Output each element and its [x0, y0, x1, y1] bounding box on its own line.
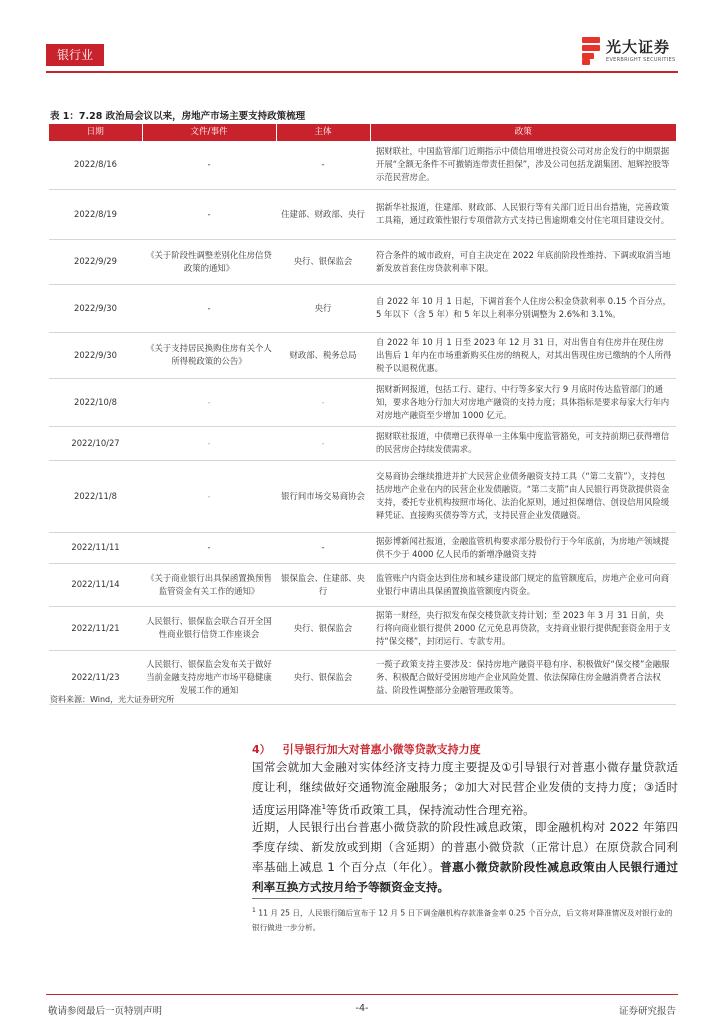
date-cell: 2022/11/23: [49, 650, 142, 704]
table-header-row: [49, 124, 676, 141]
doc-cell: -: [142, 532, 276, 563]
company-logo: [582, 36, 675, 66]
footer-divider: [46, 994, 678, 995]
date-cell: 2022/9/30: [49, 284, 142, 332]
table-row: [49, 606, 676, 650]
policy-cell: 据彭博新闻社报道，金融监管机构要求部分股份行于今年底前，为房地产领域提供不少于 4000 亿人民币的新增净融资支持: [370, 532, 676, 563]
policy-cell: 据第一财经，央行拟发布保交楼贷款支持计划；至 2023 年 3 月 31 日前，央行将向商业银行提供 2000 亿元免息再贷款，支持商业银行提供配套资金用于支持“保交楼”，封闭运行、专款专用。: [370, 606, 676, 650]
policy-cell: 监管账户内资金达到住房和城乡建设部门规定的监管额度后，房地产企业可向商业银行申请出具保函置换监管额度内资金。: [370, 563, 676, 606]
policy-table: [49, 124, 676, 705]
table-row: [49, 426, 676, 460]
body-paragraph: 国常会就加大金融对实体经济支持力度主要提及①引导银行对普惠小微存量贷款适度让利，继续做好交通物流金融服务；②加大对民营企业发债的支持力度；③适时适度运用降准$^1$等货币政策工具，保持流动性合理充裕。: [252, 760, 678, 817]
industry-tag: 银行业: [46, 44, 104, 66]
table-row: [49, 141, 676, 189]
table-row: [49, 189, 676, 239]
policy-cell: 一揽子政策支持主要涉及：保持房地产融资平稳有序、积极做好“保交楼”金融服务、积极配合做好受困房地产企业风险处置、依法保障住房金融消费者合法权益、阶段性调整部分金融管理政策等。: [370, 650, 676, 704]
subject-cell: 央行、银保监会: [276, 606, 370, 650]
header-divider: [46, 71, 678, 73]
policy-cell: 符合条件的城市政府，可自主决定在 2022 年底前阶段性维持、下调或取消当地新发放首套住房贷款利率下限。: [370, 239, 676, 284]
table-row: [49, 284, 676, 332]
date-cell: 2022/11/14: [49, 563, 142, 606]
footnote: $^1$ 11 月 25 日，人民银行随后宣布于 12 月 5 日下调金融机构存款准备金率 0.25 个百分点，后文将对降准情况及对银行业的银行做进一步分析。: [252, 907, 673, 932]
doc-cell: -: [142, 460, 276, 532]
subject-cell: 央行、银保监会: [276, 239, 370, 284]
footnote-ref[interactable]: 1: [321, 803, 327, 811]
section-number: 4）: [252, 743, 271, 756]
emphasis-text: 普惠小微贷款阶段性减息政策由人民银行通过利率互换方式按月给予等额资金支持。: [252, 860, 678, 894]
doc-cell: 人民银行、银保监会发布关于做好当前金融支持房地产市场平稳健康发展工作的通知: [142, 650, 276, 704]
doc-cell: -: [142, 426, 276, 460]
policy-cell: 自 2022 年 10 月 1 日至 2023 年 12 月 31 日，对出售自有住房并在现住房出售后 1 年内在市场重新购买住房的纳税人，对其出售现住房已缴纳的个人所得税予以退税优惠。: [370, 332, 676, 378]
date-cell: 2022/11/11: [49, 532, 142, 563]
doc-cell: -: [142, 189, 276, 239]
subject-cell: -: [276, 141, 370, 189]
date-cell: 2022/10/8: [49, 378, 142, 426]
date-cell: 2022/9/29: [49, 239, 142, 284]
column-header: 政策: [370, 124, 676, 141]
table-row: [49, 532, 676, 563]
table-row: [49, 239, 676, 284]
doc-cell: 《关于阶段性调整差别化住房信贷政策的通知》: [142, 239, 276, 284]
subject-cell: 银行间市场交易商协会: [276, 460, 370, 532]
doc-cell: -: [142, 284, 276, 332]
subject-cell: 银保监会、住建部、央行: [276, 563, 370, 606]
body-paragraph: 近期，人民银行出台普惠小微贷款的阶段性减息政策，即金融机构对 2022 年第四季度存续、新发放或到期（含延期）的普惠小微贷款（正常计息）在原贷款合同利率基础上减息 1 个百分点（年化）。普惠小微贷款阶段性减息政策由人民银行通过利率互换方式按月给予等额资金支持。: [252, 820, 678, 894]
doc-cell: -: [142, 141, 276, 189]
date-cell: 2022/8/19: [49, 189, 142, 239]
policy-cell: 据财新网报道，包括工行、建行、中行等多家大行 9 月底时传达监管部门的通知，要求各地分行加大对房地产融资的支持力度；具体指标是要求每家大行年内对房地产融资至少增加 1000 亿元。: [370, 378, 676, 426]
doc-cell: 《关于支持居民换购住房有关个人所得税政策的公告》: [142, 332, 276, 378]
policy-cell: 自 2022 年 10 月 1 日起，下调首套个人住房公积金贷款利率 0.15 个百分点，5 年以下（含 5 年）和 5 年以上利率分别调整为 2.6%和 3.1%。: [370, 284, 676, 332]
subject-cell: 住建部、财政部、央行: [276, 189, 370, 239]
subject-cell: -: [276, 378, 370, 426]
logo-name: 光大证券: [606, 38, 671, 56]
table-caption: 表 1：7.28 政治局会议以来，房地产市场主要支持政策梳理: [50, 111, 306, 122]
table-row: [49, 378, 676, 426]
column-header: 文件/事件: [142, 124, 276, 141]
date-cell: 2022/11/8: [49, 460, 142, 532]
date-cell: 2022/11/21: [49, 606, 142, 650]
subject-cell: -: [276, 532, 370, 563]
date-cell: 2022/10/27: [49, 426, 142, 460]
disclaimer-link[interactable]: 敬请参阅最后一页特别声明: [48, 1006, 163, 1017]
table-row: [49, 460, 676, 532]
doc-cell: 《关于商业银行出具保函置换预售监管资金有关工作的通知》: [142, 563, 276, 606]
logo-icon: [582, 37, 600, 65]
date-cell: 2022/8/16: [49, 141, 142, 189]
subject-cell: 财政部、税务总局: [276, 332, 370, 378]
date-cell: 2022/9/30: [49, 332, 142, 378]
policy-cell: 交易商协会继续推进并扩大民营企业债务融资支持工具（“第二支箭”），支持包括房地产企业在内的民营企业发债融资。“第二支箭”由人民银行再贷款提供资金支持，委托专业机构按照市场化、法治化原则，通过担保增信、创设信用风险缓释凭证、直接购买债券等方式，支持民营企业发债融资。: [370, 460, 676, 532]
section-heading: [252, 741, 481, 757]
column-header: 主体: [276, 124, 370, 141]
section-title: 引导银行加大对普惠小微等贷款支持力度: [282, 743, 481, 756]
subject-cell: 央行: [276, 284, 370, 332]
doc-cell: 人民银行、银保监会联合召开全国性商业银行信贷工作座谈会: [142, 606, 276, 650]
subject-cell: 央行、银保监会: [276, 650, 370, 704]
doc-cell: -: [142, 378, 276, 426]
footnote-number: 1: [252, 907, 256, 914]
policy-cell: 据财联社报道，中债增已获得单一主体集中度监管豁免，可支持前期已获得增信的民营房企持续发债需求。: [370, 426, 676, 460]
footnote-divider: [252, 898, 362, 899]
page-number: -4-: [355, 1003, 369, 1014]
logo-name-en: EVERBRIGHT SECURITIES: [606, 57, 676, 63]
policy-cell: 据财联社，中国监管部门近期指示中债信用增进投资公司对房企发行的中期票据开展“全额无条件不可撤销连带责任担保”，涉及公司包括龙湖集团、旭辉控股等示范民营房企。: [370, 141, 676, 189]
table-row: [49, 563, 676, 606]
table-source: 资料来源：Wind，光大证券研究所: [50, 695, 175, 704]
subject-cell: -: [276, 426, 370, 460]
report-type: 证券研究报告: [618, 1006, 676, 1017]
table-row: [49, 332, 676, 378]
column-header: 日期: [49, 124, 142, 141]
policy-cell: 据新华社报道，住建部、财政部、人民银行等有关部门近日出台措施，完善政策工具箱，通过政策性银行专项借款方式支持已售逾期难交付住宅项目建设交付。: [370, 189, 676, 239]
